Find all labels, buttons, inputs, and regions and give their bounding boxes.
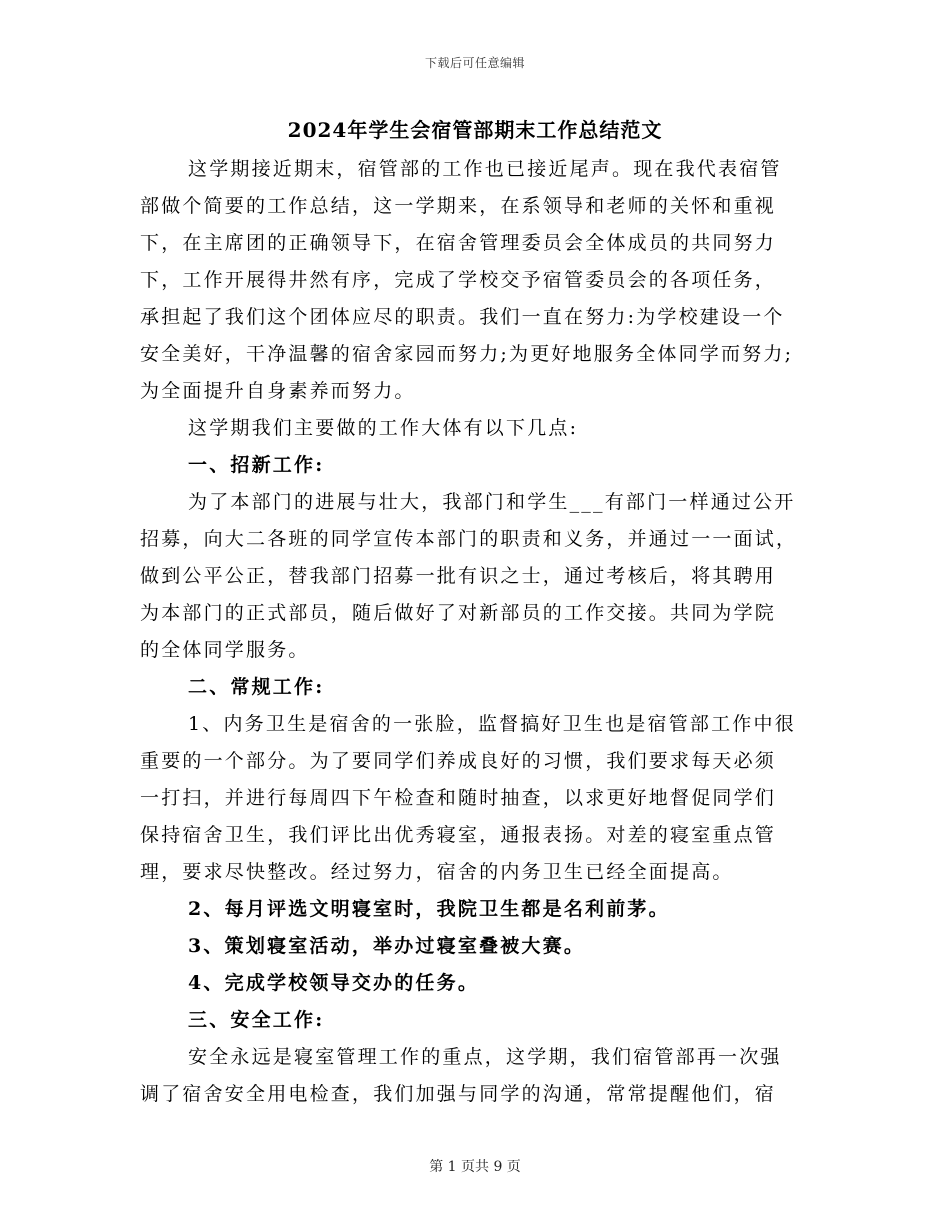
section-heading: 一、招新工作: [188, 454, 325, 476]
list-item: 2、每月评选文明寝室时，我院卫生都是名利前茅。 [188, 898, 670, 920]
paragraph-line: 这学期我们主要做的工作大体有以下几点: [188, 417, 579, 439]
paragraph-line: 承担起了我们这个团体应尽的职责。我们一直在努力:为学校建设一个 [140, 306, 785, 328]
paragraph-line: 这学期接近期末，宿管部的工作也已接近尾声。现在我代表宿管 [188, 158, 782, 180]
paragraph-line: 理，要求尽快整改。经过努力，宿舍的内务卫生已经全面提高。 [140, 861, 734, 883]
paragraph-line: 下，工作开展得井然有序，完成了学校交予宿管委员会的各项任务， [140, 269, 777, 291]
page-number: 第 1 页共 9 页 [429, 1159, 521, 1175]
document-title: 2024年学生会宿管部期末工作总结范文 [287, 118, 663, 142]
paragraph-line: 安全永远是寝室管理工作的重点，这学期，我们宿管部再一次强 [188, 1046, 782, 1068]
paragraph-line: 1、内务卫生是宿舍的一张脸，监督搞好卫生也是宿管部工作中很 [188, 713, 796, 735]
paragraph-line: 的全体同学服务。 [140, 639, 310, 661]
header-note: 下载后可任意编辑 [424, 56, 525, 70]
paragraph-line: 安全美好，干净温馨的宿舍家园而努力;为更好地服务全体同学而努力; [140, 343, 794, 365]
section-heading: 三、安全工作: [188, 1009, 325, 1031]
paragraph-line: 做到公平公正，替我部门招募一批有识之士，通过考核后，将其聘用 [140, 565, 777, 587]
paragraph-line: 调了宿舍安全用电检查，我们加强与同学的沟通，常常提醒他们，宿 [140, 1083, 777, 1105]
paragraph-line: 部做个简要的工作总结，这一学期来，在系领导和老师的关怀和重视 [140, 195, 777, 217]
list-item: 4、完成学校领导交办的任务。 [188, 972, 480, 994]
paragraph-line: 下，在主席团的正确领导下，在宿舍管理委员会全体成员的共同努力 [140, 232, 777, 254]
paragraph-line: 为本部门的正式部员，随后做好了对新部员的工作交接。共同为学院 [140, 602, 777, 624]
paragraph-line: 为全面提升自身素养而努力。 [140, 380, 416, 402]
section-heading: 二、常规工作: [188, 676, 325, 698]
paragraph-line: 招募，向大二各班的同学宣传本部门的职责和义务，并通过一一面试， [140, 528, 798, 550]
paragraph-line: 一打扫，并进行每周四下午检查和随时抽查，以求更好地督促同学们 [140, 787, 777, 809]
paragraph-line: 重要的一个部分。为了要同学们养成良好的习惯，我们要求每天必须 [140, 750, 777, 772]
paragraph-line: 保持宿舍卫生，我们评比出优秀寝室，通报表扬。对差的寝室重点管 [140, 824, 777, 846]
paragraph-line: 为了本部门的进展与壮大，我部门和学生___有部门一样通过公开 [188, 491, 796, 513]
list-item: 3、策划寝室活动，举办过寝室叠被大赛。 [188, 935, 586, 957]
